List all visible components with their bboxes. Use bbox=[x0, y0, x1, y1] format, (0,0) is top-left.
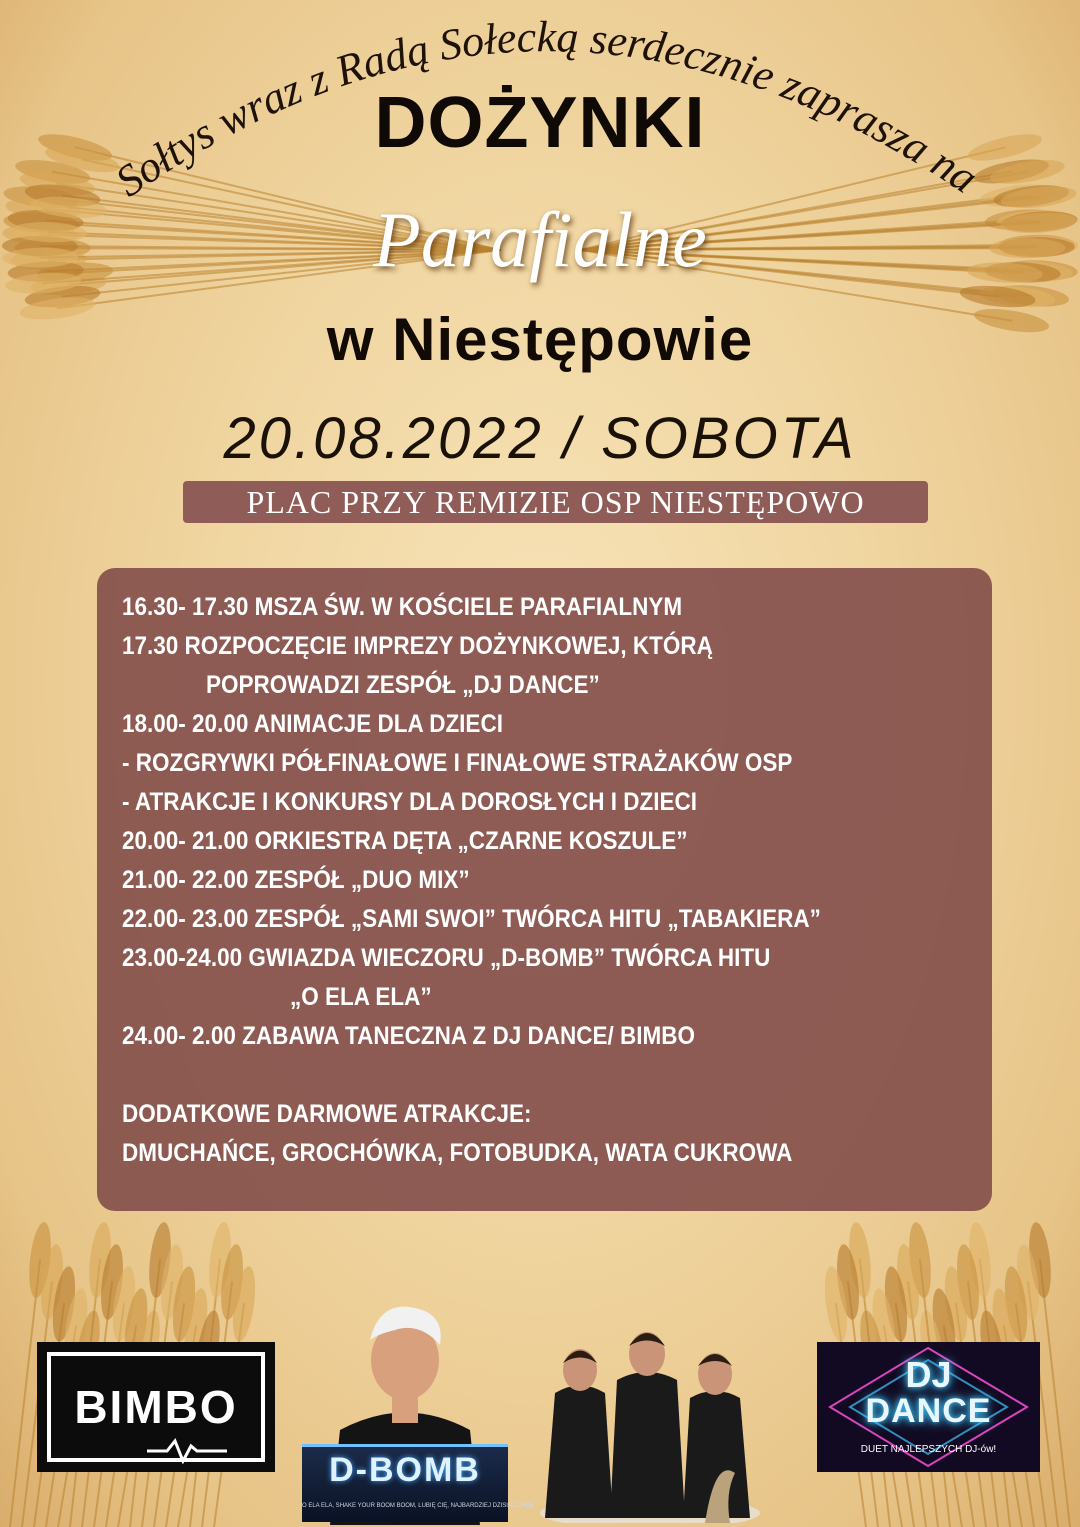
venue-banner: PLAC PRZY REMIZIE OSP NIESTĘPOWO bbox=[183, 481, 928, 523]
invitation-text: Sołtys wraz z Radą Sołecką serdecznie zaprasza na bbox=[106, 12, 987, 207]
dbomb-logo-text: D-BOMB bbox=[329, 1451, 481, 1489]
schedule-panel bbox=[97, 568, 992, 1211]
dbomb-tagline: O ELA ELA, SHAKE YOUR BOOM BOOM, LUBIĘ CIĘ, NAJBARDZIEJ DZISIAJ CHCĘ bbox=[302, 1503, 534, 1509]
schedule-line: - ROZGRYWKI PÓŁFINAŁOWE I FINAŁOWE STRAŻAKÓW OSP bbox=[122, 749, 793, 777]
event-place: w Niestępowie bbox=[326, 306, 754, 373]
event-date: 20.08.2022 / SOBOTA bbox=[223, 406, 857, 471]
schedule-line: 24.00- 2.00 ZABAWA TANECZNA Z DJ DANCE/ BIMBO bbox=[122, 1022, 696, 1050]
wheat-stalk bbox=[10, 1260, 40, 1527]
extras-items: DMUCHAŃCE, GROCHÓWKA, FOTOBUDKA, WATA CUKROWA bbox=[122, 1139, 793, 1167]
schedule-line: 20.00- 21.00 ORKIESTRA DĘTA „CZARNE KOSZULE” bbox=[122, 827, 688, 855]
dj-dance-logo bbox=[817, 1342, 1040, 1472]
heartbeat-icon bbox=[147, 1438, 227, 1464]
schedule-line: - ATRAKCJE I KONKURSY DLA DOROSŁYCH I DZIECI bbox=[122, 788, 698, 816]
event-subtitle: Parafialne bbox=[373, 196, 707, 283]
schedule-line: 16.30- 17.30 MSZA ŚW. W KOŚCIELE PARAFIALNYM bbox=[122, 593, 683, 621]
bimbo-logo bbox=[37, 1342, 275, 1472]
schedule-line: 22.00- 23.00 ZESPÓŁ „SAMI SWOI” TWÓRCA HITU „TABAKIERA” bbox=[122, 905, 821, 933]
schedule-line: 18.00- 20.00 ANIMACJE DLA DZIECI bbox=[122, 710, 503, 738]
dance-logo-text: DANCE bbox=[865, 1392, 992, 1430]
dbomb-logo bbox=[302, 1444, 534, 1522]
schedule-line: POPROWADZI ZESPÓŁ „DJ DANCE” bbox=[206, 671, 600, 699]
band-photo bbox=[535, 1308, 765, 1523]
bimbo-logo-text: BIMBO bbox=[74, 1381, 238, 1433]
schedule-line: 17.30 ROZPOCZĘCIE IMPREZY DOŻYNKOWEJ, KTÓRĄ bbox=[122, 632, 713, 660]
dj-tagline: DUET NAJLEPSZYCH DJ-ów! bbox=[860, 1444, 997, 1455]
event-title: DOŻYNKI bbox=[374, 83, 706, 163]
dj-logo-text: DJ bbox=[905, 1354, 952, 1395]
schedule-line: 23.00-24.00 GWIAZDA WIECZORU „D-BOMB” TWÓRCA HITU bbox=[122, 944, 771, 972]
schedule-line: 21.00- 22.00 ZESPÓŁ „DUO MIX” bbox=[122, 866, 470, 894]
schedule-line: „O ELA ELA” bbox=[290, 983, 432, 1011]
extras-title: DODATKOWE DARMOWE ATRAKCJE: bbox=[122, 1100, 532, 1128]
wheat-stalk bbox=[1040, 1260, 1070, 1527]
